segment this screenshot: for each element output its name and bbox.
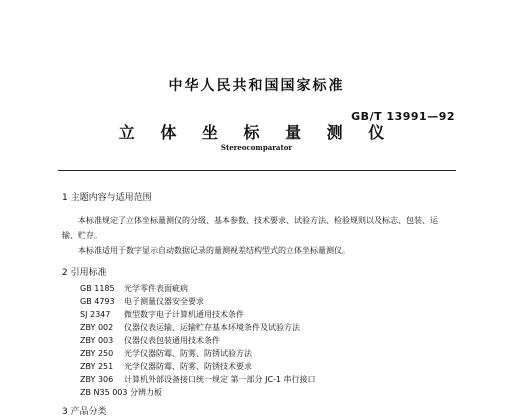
reference-title: 光学仪器防霉、防雾、防锈试验方法 bbox=[124, 349, 252, 358]
reference-title: 光学零件表面疵病 bbox=[124, 284, 188, 293]
document-title: 立 体 坐 标 量 测 仪 bbox=[118, 123, 395, 142]
reference-code: ZBY 002 bbox=[80, 323, 114, 332]
reference-title: 光学仪器防霉、防雾、防锈技术要求 bbox=[124, 362, 252, 371]
section-1-paragraph-1-line-2: 输、贮存。 bbox=[62, 231, 102, 240]
section-2-heading: 2 引用标准 bbox=[62, 268, 107, 278]
reference-code: ZBY 250 bbox=[80, 349, 114, 358]
standard-number: GB/T 13991—92 bbox=[351, 110, 455, 123]
reference-item bbox=[80, 296, 204, 307]
reference-code: SJ 2347 bbox=[80, 310, 111, 319]
reference-item bbox=[80, 309, 244, 320]
reference-code: GB 4793 bbox=[80, 297, 115, 306]
reference-item bbox=[80, 322, 300, 333]
reference-title: 仪器仪表运输、运输贮存基本环境条件及试验方法 bbox=[124, 323, 300, 332]
reference-code: ZBY 251 bbox=[80, 362, 114, 371]
reference-code: ZBY 003 bbox=[80, 336, 114, 345]
reference-item bbox=[80, 361, 252, 372]
reference-item bbox=[80, 335, 220, 346]
reference-title: 电子测量仪器安全要求 bbox=[124, 297, 204, 306]
english-title: Stereocomparator bbox=[220, 143, 293, 152]
reference-item bbox=[80, 374, 316, 385]
reference-code: GB 1185 bbox=[80, 284, 115, 293]
reference-code: ZB N35 003 bbox=[80, 388, 128, 397]
section-1-heading: 1 主题内容与适用范围 bbox=[62, 193, 152, 203]
reference-item bbox=[80, 387, 162, 398]
reference-item bbox=[80, 283, 188, 294]
reference-title: 分辨力板 bbox=[130, 388, 163, 397]
reference-title: 微型数字电子计算机通用技术条件 bbox=[124, 310, 244, 319]
reference-title: 计算机外部设备接口统一规定 第一部分 JC-1 串行接口 bbox=[124, 375, 316, 384]
header-divider bbox=[58, 170, 456, 171]
section-1-paragraph-1-line-1: 本标准规定了立体坐标量测仪的分级、基本参数、技术要求、试验方法、检验规则以及标志、包装、运 bbox=[78, 216, 438, 225]
reference-item bbox=[80, 348, 252, 359]
reference-code: ZBY 306 bbox=[80, 375, 114, 384]
standard-body-title: 中华人民共和国国家标准 bbox=[168, 78, 345, 94]
reference-title: 仪器仪表包装通用技术条件 bbox=[124, 336, 220, 345]
section-1-paragraph-2: 本标准适用于数字显示自动数据记录的量测视差结构型式的立体坐标量测仪。 bbox=[78, 246, 350, 255]
section-3-heading: 3 产品分类 bbox=[62, 407, 107, 417]
